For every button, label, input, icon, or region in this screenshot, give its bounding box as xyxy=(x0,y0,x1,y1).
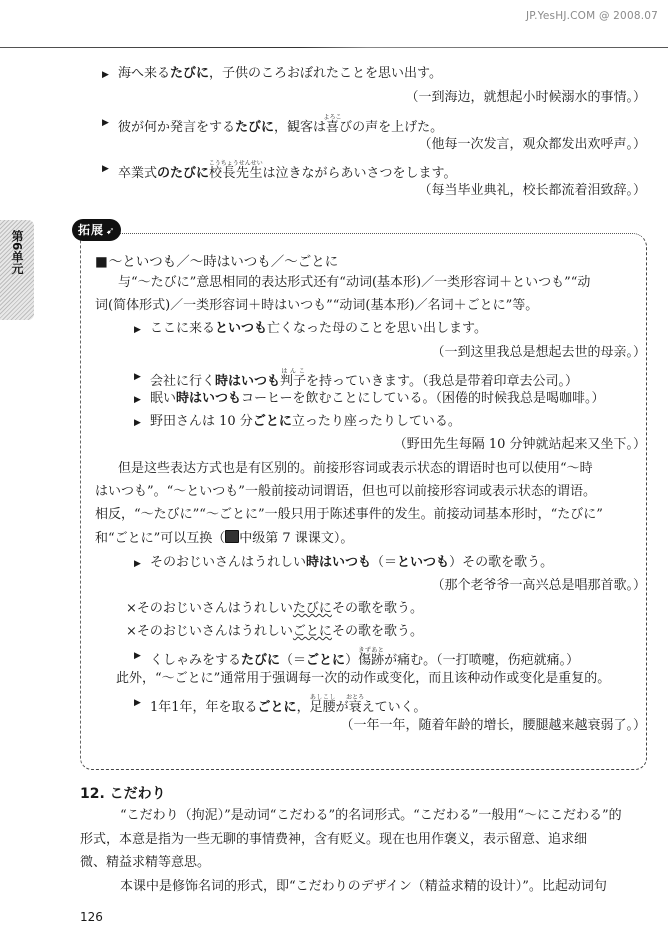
example-translation: （一年一年，随着年龄的增长，腰腿越来越衰弱了。） xyxy=(340,718,646,733)
book-icon xyxy=(225,530,239,543)
extra-line: 此外，“～ごとに”通常用于强调每一次的动作或变化，而且该种动作或变化是重复的。 xyxy=(116,671,611,686)
example-sentence: ▶ 卒業式のたびに校長先生こうちょうせんせいは泣きながらあいさつをします。 xyxy=(118,160,457,182)
example-sentence: ▶ 野田さんは 10 分ごとに立ったり座ったりしている。 xyxy=(150,414,461,430)
diff-line: 和“ごとに”可以互换（ 中级第 7 课课文）。 xyxy=(95,531,354,546)
intro-line: 与“～たびに”意思相同的表达形式还有“动词(基本形)／一类形容词＋といつも”“动 xyxy=(118,275,591,290)
example-translation: （每当毕业典礼，校长都流着泪致辞。） xyxy=(418,183,646,198)
page-number: 126 xyxy=(80,910,103,924)
section-line: 形式，本意是指为一些无聊的事情费神，含有贬义。现在也用作褒义，表示留意、追求细 xyxy=(80,832,588,847)
intro-line: 词(简体形式)／一类形容词＋時はいつも”“动词(基本形)／名词＋ごとに”等。 xyxy=(95,298,539,313)
expansion-badge-label: 拓展 xyxy=(78,223,105,237)
example-translation: （一到这里我总是想起去世的母亲。） xyxy=(431,345,646,360)
diff-line: はいつも”。“～といつも”一般前接动词谓语，但也可以前接形容词或表示状态的谓语。 xyxy=(95,484,596,499)
example-translation: （他每一次发言，观众都发出欢呼声。） xyxy=(418,137,646,152)
example-sentence: ▶ くしゃみをするたびに（＝ごとに）傷跡きずあとが痛む。（一打喷嚏，伤疤就痛。） xyxy=(150,647,579,669)
header-rule xyxy=(0,47,668,48)
watermark: JP.YesHJ.COM @ 2008.07 xyxy=(525,10,658,22)
example-sentence: ▶ 眠い時はいつもコーヒーを飲むことにしている。（困倦的时候我总是喝咖啡。） xyxy=(150,391,605,407)
section-line: “こだわり（拘泥）”是动词“こだわる”的名词形式。“こだわる”一般用“～にこだわる”的 xyxy=(120,808,622,823)
unit-label: 第6单元 xyxy=(10,230,24,275)
expansion-badge xyxy=(72,219,121,241)
example-sentence: ▶ ここに来るといつも亡くなった母のことを思い出します。 xyxy=(150,321,487,337)
section-line: 微、精益求精等意思。 xyxy=(80,855,211,870)
section-line: 本课中是修饰名词的形式，即“こだわりのデザイン（精益求精的设计）”。比起动词句 xyxy=(120,879,607,894)
example-sentence: ▶ 1年1年，年を取るごとに，足腰あしこしが衰おとろえていく。 xyxy=(150,694,426,716)
wrong-example: ×そのおじいさんはうれしいたびにその歌を歌う。 xyxy=(126,601,423,616)
section-heading: 12. こだわり xyxy=(80,786,166,802)
example-sentence: ▶ 会社に行く時はいつも判子はんこを持っていきます。（我总是带着印章去公司。） xyxy=(150,368,578,390)
wrong-example: ×そのおじいさんはうれしいごとにその歌を歌う。 xyxy=(126,624,423,639)
example-translation: （野田先生每隔 10 分钟就站起来又坐下。） xyxy=(393,437,646,452)
example-translation: （一到海边，就想起小时候溺水的事情。） xyxy=(405,90,646,105)
example-sentence: ▶ 海へ来るたびに，子供のころおぼれたことを思い出す。 xyxy=(118,66,442,82)
example-translation: （那个老爷爷一高兴总是唱那首歌。） xyxy=(431,578,646,593)
diff-line: 但是这些表达方式也是有区别的。前接形容词或表示状态的谓语时也可以使用“～時 xyxy=(118,461,593,476)
example-sentence: ▶ そのおじいさんはうれしい時はいつも（＝といつも）その歌を歌う。 xyxy=(150,555,553,571)
example-sentence: ▶ 彼が何か発言をするたびに，観客は喜よろこびの声を上げた。 xyxy=(118,114,443,136)
diff-line: 相反，“～たびに”“～ごとに”一般只用于陈述事件的发生。前接动词基本形时，“たびに” xyxy=(95,507,603,522)
bird-icon: ➹ xyxy=(106,226,116,237)
unit-side-tab xyxy=(0,220,34,320)
expansion-subtitle: ■ ～といつも／～時はいつも／～ごとに xyxy=(95,250,338,270)
